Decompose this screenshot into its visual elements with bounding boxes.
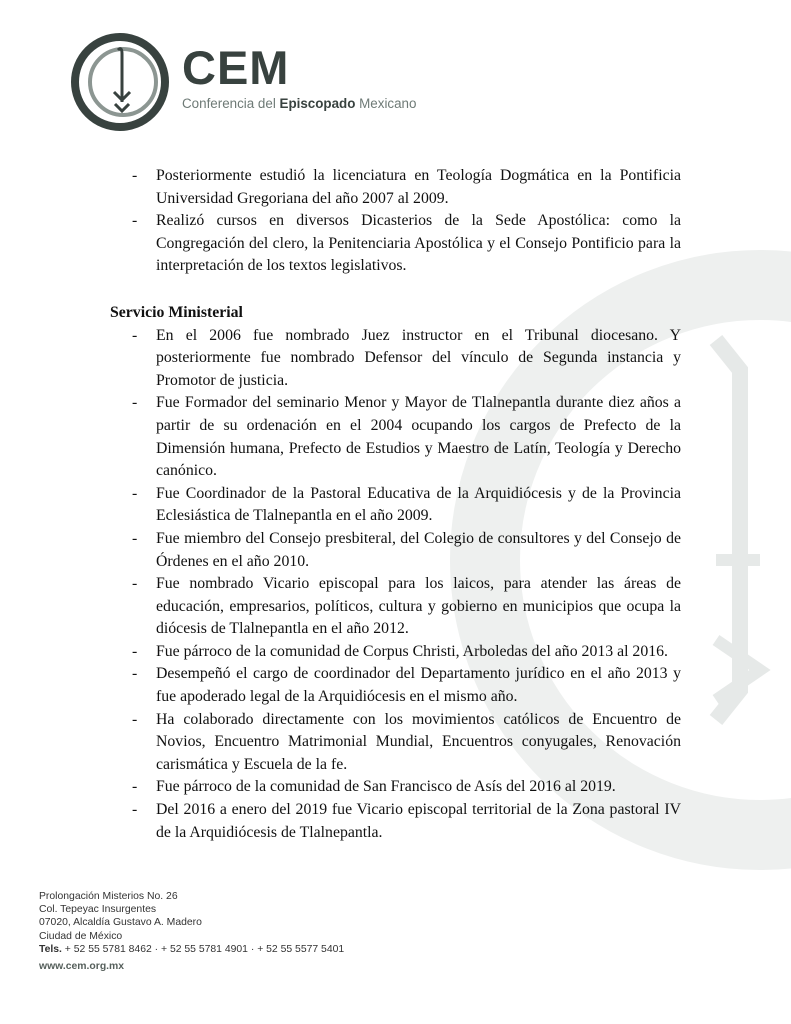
- list-item: - Fue Coordinador de la Pastoral Educativa de la Arquidiócesis y de la Provincia Eclesiástica de Tlalnepantla en el año 2009.: [110, 483, 681, 528]
- website-link[interactable]: www.cem.org.mx: [39, 961, 125, 973]
- cem-logo-icon: [70, 32, 170, 132]
- list-item: - En el 2006 fue nombrado Juez instructor en el Tribunal diocesano. Y posteriormente fue nombrado Defensor del vínculo de Segunda instancia y Promotor de justicia.: [110, 325, 681, 393]
- intro-list: [110, 165, 681, 278]
- list-item: - Fue miembro del Consejo presbiteral, del Colegio de consultores y del Consejo de Órdenes en el año 2010.: [110, 528, 681, 573]
- list-item: - Fue párroco de la comunidad de San Francisco de Asís del 2016 al 2019.: [110, 776, 681, 799]
- logo-subtitle-bold: Episcopado: [279, 96, 356, 111]
- list-item: - Fue párroco de la comunidad de Corpus Christi, Arboledas del año 2013 al 2016.: [110, 641, 681, 664]
- address-line: Ciudad de México: [39, 930, 123, 942]
- address-line: Prolongación Misterios No. 26: [39, 891, 178, 902]
- list-item: - Del 2016 a enero del 2019 fue Vicario episcopal territorial de la Zona pastoral IV de la Arquidiócesis de Tlalnepantla.: [110, 799, 681, 844]
- list-item: - Desempeñó el cargo de coordinador del Departamento jurídico en el año 2013 y fue apoderado legal de la Arquidiócesis en el mismo año.: [110, 663, 681, 708]
- phone-line: [39, 943, 344, 956]
- logo-wordmark: [182, 41, 417, 111]
- address-line: Col. Tepeyac Insurgentes: [39, 904, 157, 916]
- logo-subtitle: [182, 96, 416, 111]
- list-item: - Fue Formador del seminario Menor y Mayor de Tlalnepantla durante diez años a partir de su ordenación en el 2004 ocupando los cargos de Prefecto de la Dimensión humana, Prefecto de Estudios y Maestro de Latín, Teología y Derecho canónico.: [110, 392, 681, 482]
- ministerial-service-list: [110, 325, 681, 845]
- phone-numbers: + 52 55 5781 8462 · + 52 55 5781 4901 · + 52 55 5577 5401: [61, 943, 345, 955]
- logo-title: CEM: [182, 41, 290, 94]
- list-item: - Ha colaborado directamente con los movimientos católicos de Encuentro de Novios, Encuentro Matrimonial Mundial, Encuentros conyugales, Renovación carismática y Escuela de la fe.: [110, 709, 681, 777]
- logo-subtitle-pre: Conferencia del: [182, 96, 280, 111]
- document-body: [110, 165, 681, 844]
- address-line: 07020, Alcaldía Gustavo A. Madero: [39, 917, 202, 929]
- list-item: - Fue nombrado Vicario episcopal para los laicos, para atender las áreas de educación, empresarios, políticos, cultura y gobierno en municipios que ocupa la diócesis de Tlalnepantla en el año 2012.: [110, 573, 681, 641]
- list-item: - Realizó cursos en diversos Dicasterios de la Sede Apostólica: como la Congregación del clero, la Penitenciaria Apostólica y el Consejo Pontificio para la interpretación de los textos legislativos.: [110, 210, 681, 278]
- list-item: - Posteriormente estudió la licenciatura en Teología Dogmática en la Pontificia Universidad Gregoriana del año 2007 al 2009.: [110, 165, 681, 210]
- logo-subtitle-post: Mexicano: [355, 96, 417, 111]
- phone-label: Tels.: [39, 943, 62, 955]
- footer-contact: [39, 890, 344, 973]
- section-title: Servicio Ministerial: [110, 303, 243, 321]
